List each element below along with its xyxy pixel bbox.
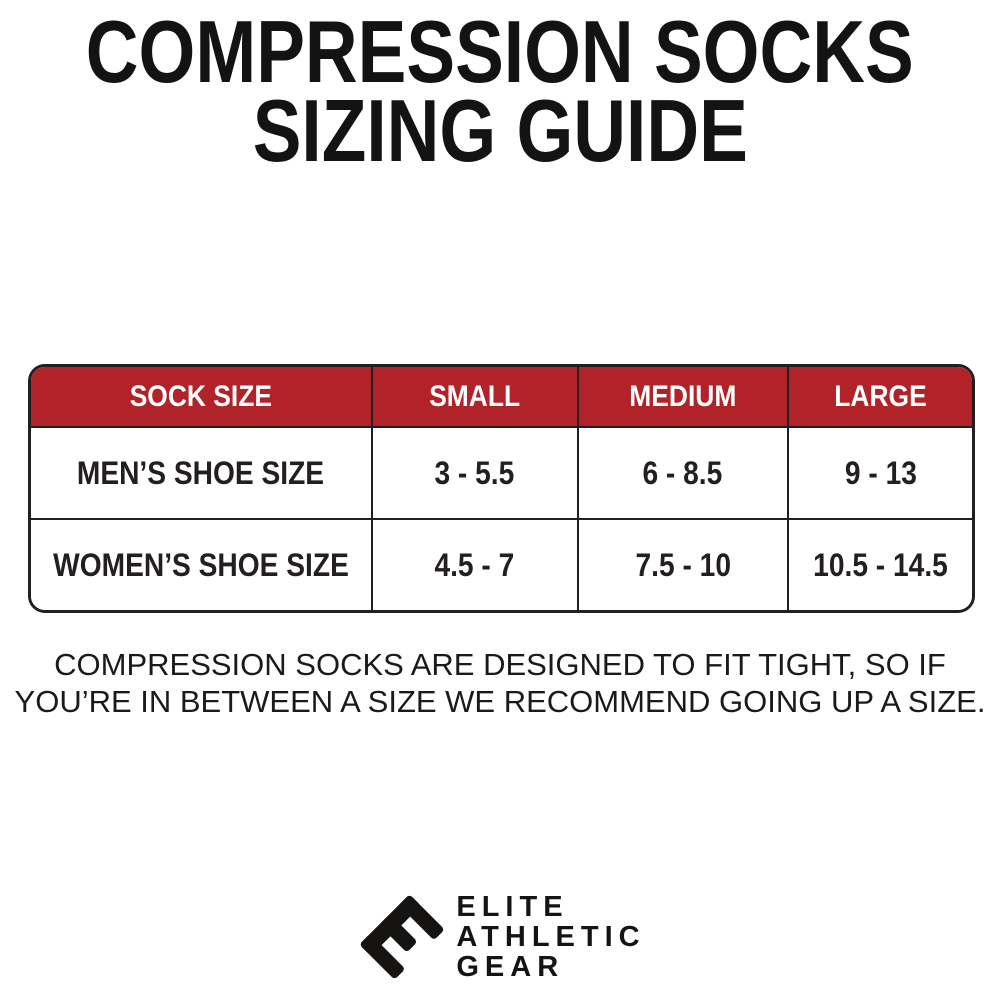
fit-note-line1: COMPRESSION SOCKS ARE DESIGNED TO FIT TIGHT, SO IF xyxy=(54,647,946,682)
brand-logo-text xyxy=(456,892,645,982)
table-header-large: LARGE xyxy=(787,367,972,426)
table-row-womens-label: WOMEN’S SHOE SIZE xyxy=(31,518,371,610)
table-cell-mens-large: 9 - 13 xyxy=(787,426,972,518)
table-cell-womens-large: 10.5 - 14.5 xyxy=(787,518,972,610)
elite-e-logo-icon xyxy=(354,889,450,985)
brand-logo xyxy=(0,889,1000,985)
fit-note-line2: YOU’RE IN BETWEEN A SIZE WE RECOMMEND GOING UP A SIZE. xyxy=(14,684,986,719)
page-title xyxy=(0,2,1000,180)
table-header-medium: MEDIUM xyxy=(577,367,788,426)
table-cell-womens-small: 4.5 - 7 xyxy=(371,518,577,610)
brand-logo-line2: ATHLETIC xyxy=(456,921,646,953)
brand-logo-line1: ELITE xyxy=(456,891,569,923)
page-title-line1: COMPRESSION SOCKS xyxy=(86,2,914,101)
table-row-mens-label: MEN’S SHOE SIZE xyxy=(31,426,371,518)
page-title-line2: SIZING GUIDE xyxy=(252,81,748,180)
table-cell-mens-medium: 6 - 8.5 xyxy=(577,426,788,518)
table-cell-mens-small: 3 - 5.5 xyxy=(371,426,577,518)
table-header-small: SMALL xyxy=(371,367,577,426)
brand-logo-line3: GEAR xyxy=(456,951,565,983)
table-header-sock-size: SOCK SIZE xyxy=(31,367,371,426)
sizing-table xyxy=(28,364,975,613)
table-cell-womens-medium: 7.5 - 10 xyxy=(577,518,788,610)
fit-note xyxy=(0,646,1000,720)
